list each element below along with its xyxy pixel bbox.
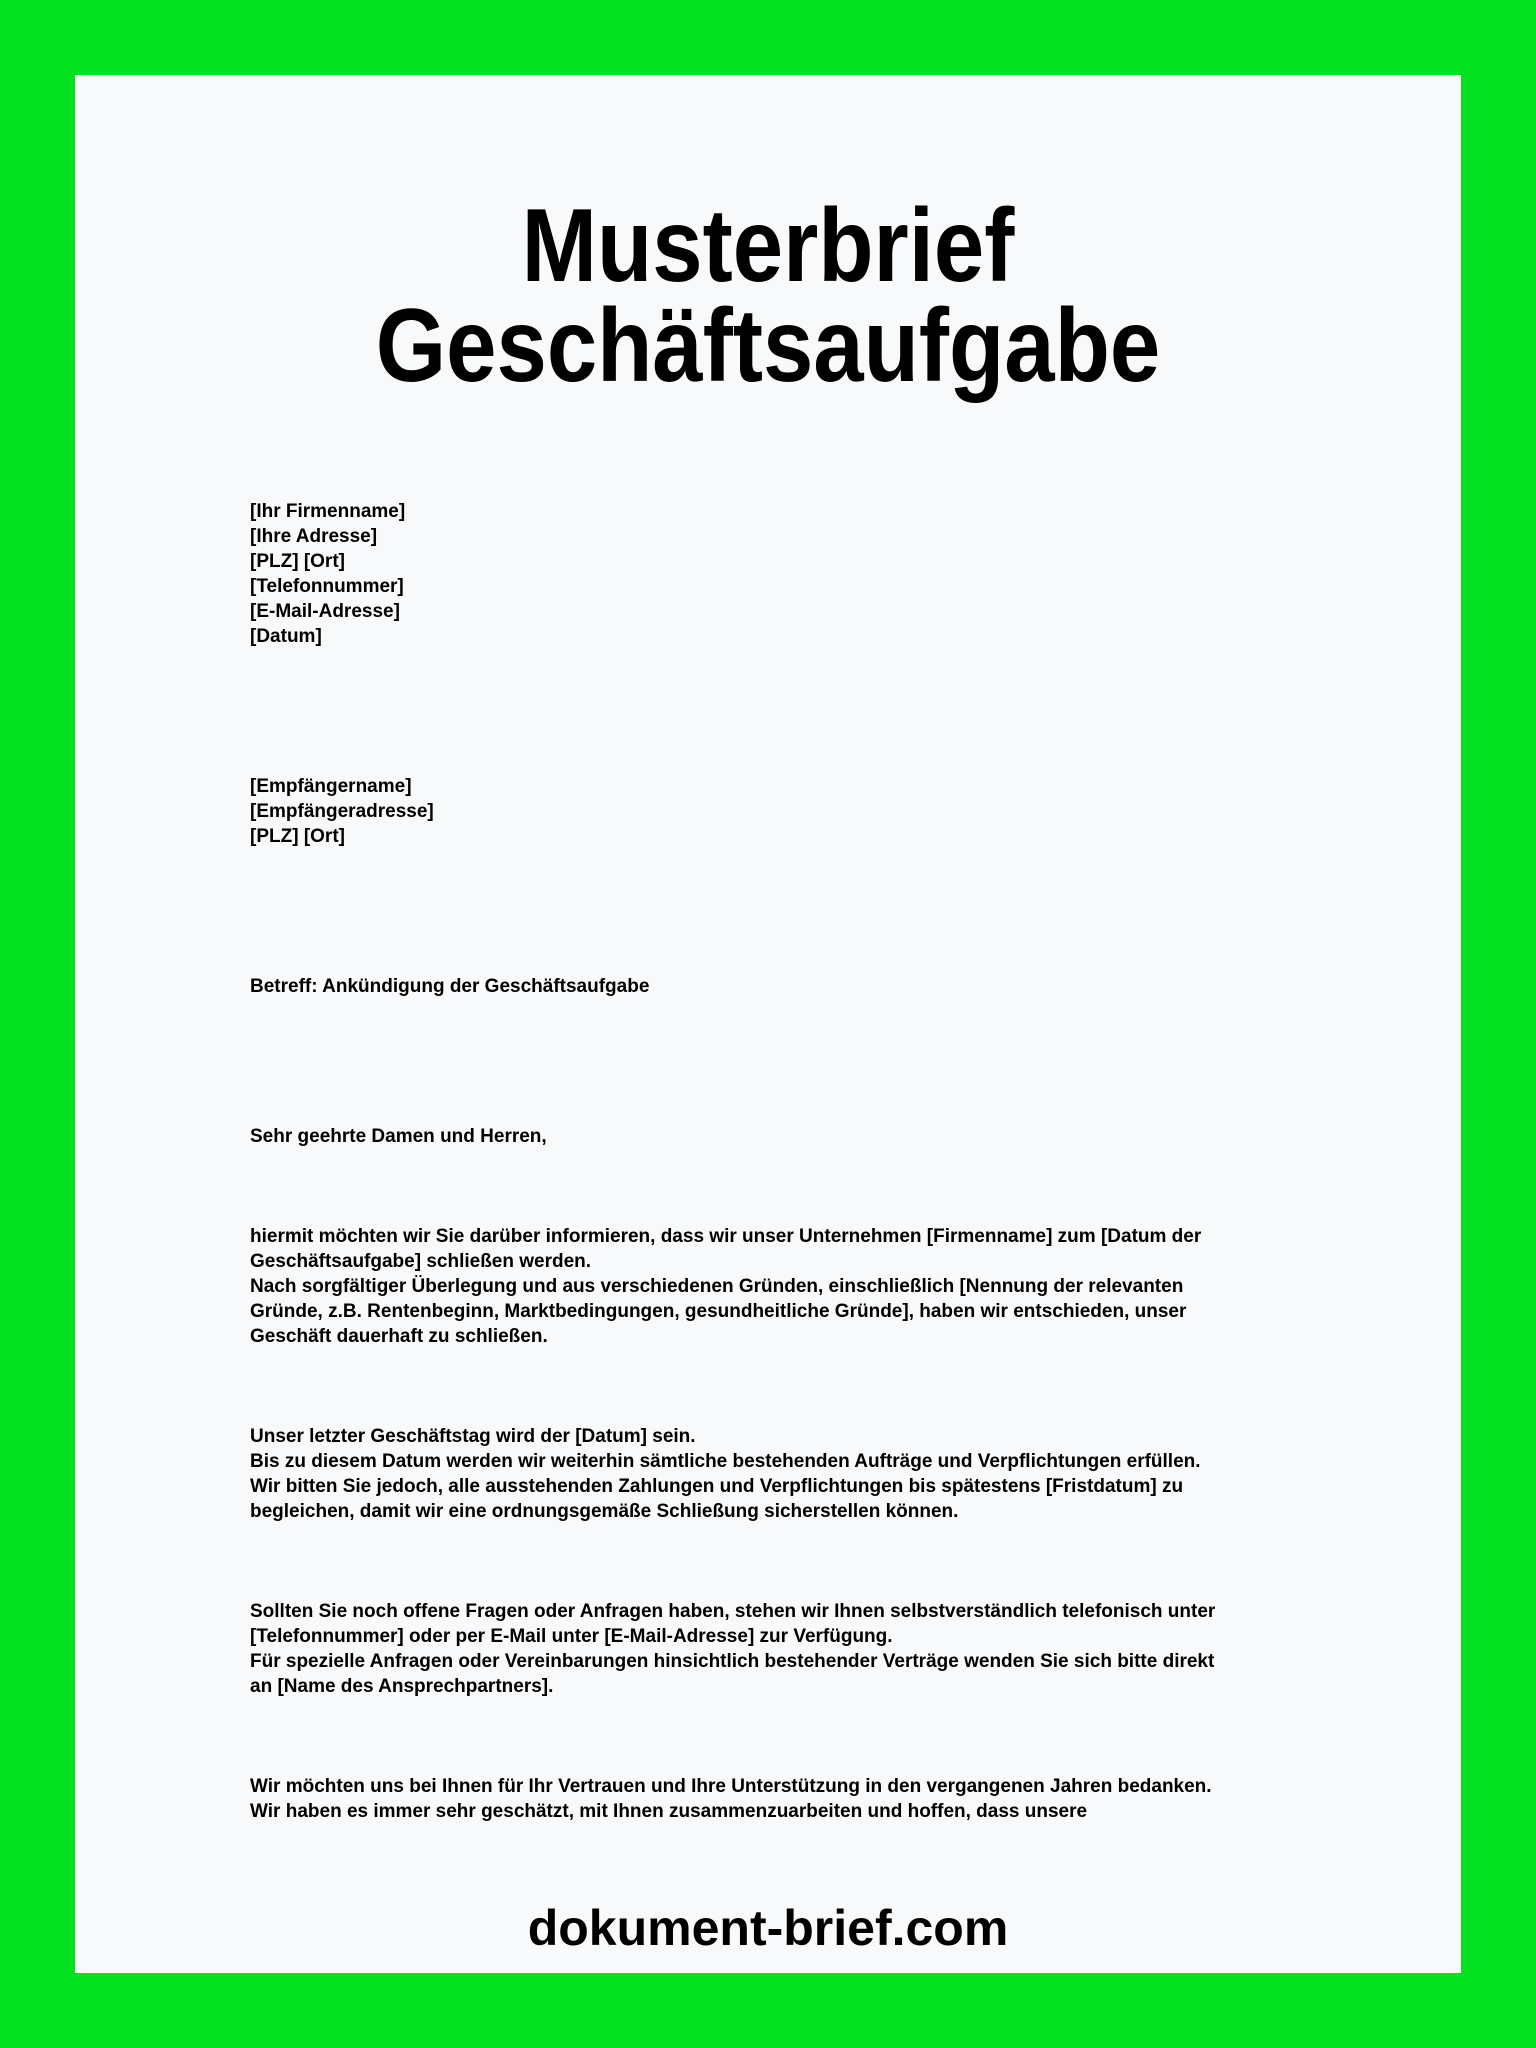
paragraph-line: an [Name des Ansprechpartners]. [250, 1676, 554, 1697]
paragraph-line: Wir haben es immer sehr geschätzt, mit Ihnen zusammenzuarbeiten und hoffen, dass unsere [250, 1801, 1088, 1822]
recipient-address-block [250, 774, 1290, 849]
paragraph-line: Sollten Sie noch offene Fragen oder Anfragen haben, stehen wir Ihnen selbstverständlich telefonisch unter [250, 1601, 1216, 1622]
sender-date: [Datum] [250, 626, 322, 647]
body-paragraph-2 [250, 1424, 1290, 1524]
recipient-city: [PLZ] [Ort] [250, 826, 345, 847]
sender-street: [Ihre Adresse] [250, 526, 378, 547]
title-line-1: Musterbrief [521, 188, 1015, 304]
sender-city: [PLZ] [Ort] [250, 551, 345, 572]
body-paragraph-3 [250, 1599, 1290, 1699]
paragraph-line: Für spezielle Anfragen oder Vereinbarungen hinsichtlich bestehender Verträge wenden Sie sich bitte direkt [250, 1651, 1215, 1672]
sender-email: [E-Mail-Adresse] [250, 601, 400, 622]
paragraph-line: Unser letzter Geschäftstag wird der [Datum] sein. [250, 1426, 696, 1447]
salutation-text: Sehr geehrte Damen und Herren, [250, 1126, 547, 1147]
recipient-street: [Empfängeradresse] [250, 801, 434, 822]
paragraph-line: Bis zu diesem Datum werden wir weiterhin sämtliche bestehenden Aufträge und Verpflichtungen erfüllen. [250, 1451, 1201, 1472]
salutation [250, 1124, 1290, 1149]
title-line-2: Geschäftsaufgabe [375, 288, 1161, 404]
paragraph-line: Gründe, z.B. Rentenbeginn, Marktbedingungen, gesundheitliche Gründe], haben wir entschieden, unser [250, 1301, 1187, 1322]
sender-company: [Ihr Firmenname] [250, 501, 406, 522]
sender-address-block [250, 499, 1290, 649]
sender-phone: [Telefonnummer] [250, 576, 404, 597]
paragraph-line: Wir bitten Sie jedoch, alle ausstehenden Zahlungen und Verpflichtungen bis spätestens [Fristdatum] zu [250, 1476, 1184, 1497]
paragraph-line: hiermit möchten wir Sie darüber informieren, dass wir unser Unternehmen [Firmenname] zum [Datum der [250, 1226, 1202, 1247]
paragraph-line: Nach sorgfältiger Überlegung und aus verschiedenen Gründen, einschließlich [Nennung der relevanten [250, 1276, 1184, 1297]
document-title [0, 188, 1536, 404]
recipient-name: [Empfängername] [250, 776, 412, 797]
body-paragraph-1 [250, 1224, 1290, 1349]
paragraph-line: Geschäftsaufgabe] schließen werden. [250, 1251, 592, 1272]
subject-line [250, 974, 1290, 999]
footer-website: dokument-brief.com [527, 1900, 1009, 1956]
paragraph-line: begleichen, damit wir eine ordnungsgemäße Schließung sicherstellen können. [250, 1501, 959, 1522]
paragraph-line: [Telefonnummer] oder per E-Mail unter [E-Mail-Adresse] zur Verfügung. [250, 1626, 893, 1647]
paragraph-line: Wir möchten uns bei Ihnen für Ihr Vertrauen und Ihre Unterstützung in den vergangenen Jahren bedanken. [250, 1776, 1212, 1797]
subject-text: Betreff: Ankündigung der Geschäftsaufgabe [250, 976, 650, 997]
body-paragraph-4 [250, 1774, 1290, 1824]
paragraph-line: Geschäft dauerhaft zu schließen. [250, 1326, 548, 1347]
